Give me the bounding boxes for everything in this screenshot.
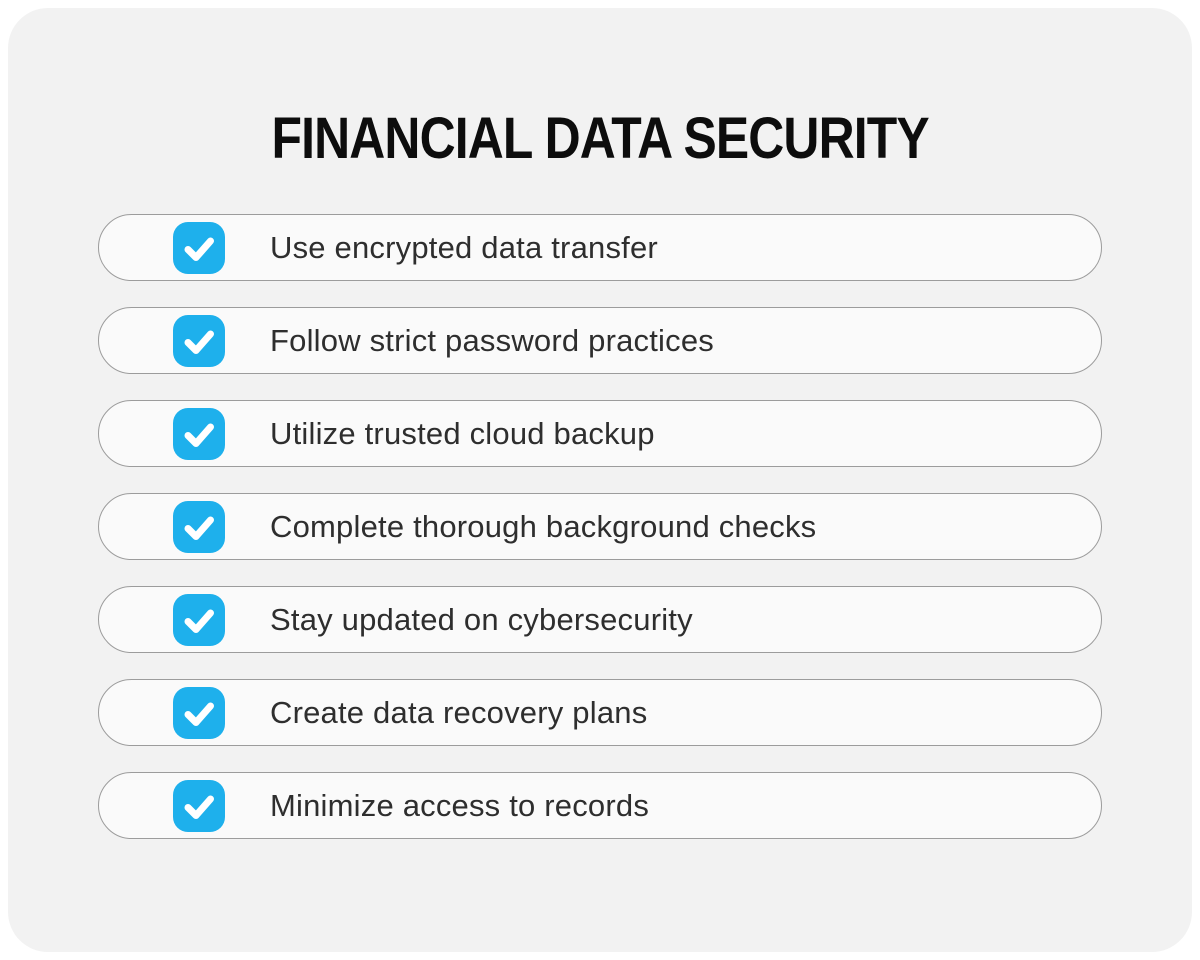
checklist-item-label: Utilize trusted cloud backup (270, 415, 655, 451)
checklist-item (98, 679, 1102, 746)
checkmark-icon (173, 501, 225, 553)
checklist-item (98, 586, 1102, 653)
checked-checkbox[interactable] (173, 594, 225, 646)
checkmark-icon (173, 408, 225, 460)
checked-checkbox[interactable] (173, 687, 225, 739)
checked-checkbox[interactable] (173, 408, 225, 460)
main-card (8, 8, 1192, 952)
checklist-item-label: Follow strict password practices (270, 322, 714, 358)
checkmark-icon (173, 687, 225, 739)
checklist-item (98, 307, 1102, 374)
checked-checkbox[interactable] (173, 222, 225, 274)
checked-checkbox[interactable] (173, 315, 225, 367)
checklist (98, 214, 1102, 839)
checkmark-icon (173, 780, 225, 832)
checkmark-icon (173, 222, 225, 274)
checked-checkbox[interactable] (173, 780, 225, 832)
checklist-item-label: Minimize access to records (270, 787, 650, 823)
checkmark-icon (173, 315, 225, 367)
checklist-item-label: Use encrypted data transfer (270, 229, 658, 265)
checklist-item (98, 400, 1102, 467)
checklist-item (98, 214, 1102, 281)
checklist-item (98, 493, 1102, 560)
checklist-item-label: Stay updated on cybersecurity (270, 601, 693, 637)
checked-checkbox[interactable] (173, 501, 225, 553)
checklist-item-label: Complete thorough background checks (270, 508, 817, 544)
checkmark-icon (173, 594, 225, 646)
checklist-item-label: Create data recovery plans (270, 694, 648, 730)
checklist-item (98, 772, 1102, 839)
page-title: FINANCIAL DATA SECURITY (271, 106, 929, 171)
